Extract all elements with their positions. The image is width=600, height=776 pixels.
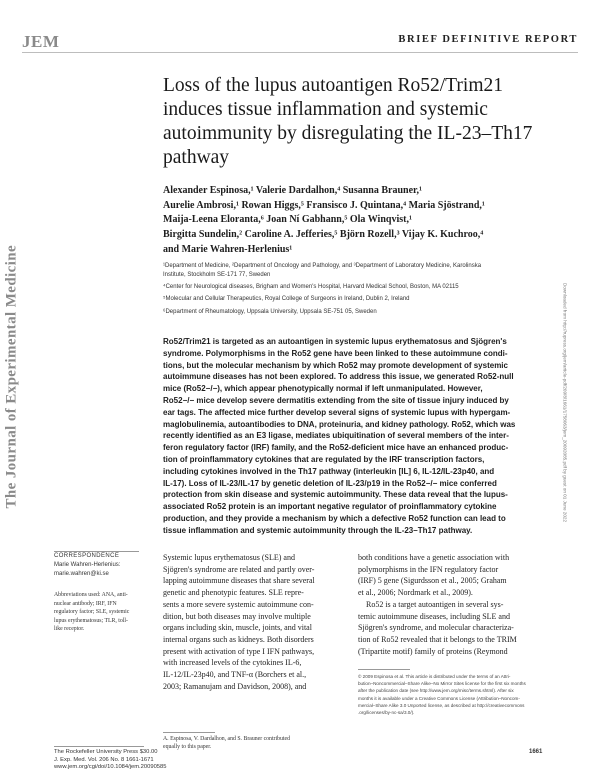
abbreviation-line: nuclear antibody; IRF, IFN [54,600,117,607]
correspondence-email[interactable]: marie.wahren@ki.se [54,571,109,577]
abbreviation-line: like receptor. [54,626,85,633]
affiliation: Institute, Stockholm SE-171 77, Sweden [163,271,271,278]
header-rule [22,52,578,53]
body-line: present with activation of type I IFN pathways, [163,646,315,656]
affiliations [163,262,543,316]
body-line: with increased levels of the cytokines IL-6, [163,658,302,668]
author-line: Maija-Leena Eloranta,⁶ Joan Ní Gabhann,⁵ Ola Winqvist,¹ [163,214,412,226]
author-line: and Marie Wahren-Herlenius¹ [163,243,293,255]
abstract-line: Ro52−/− mice develop severe dermatitis extending from the site of tissue injury induced by [163,395,509,405]
abstract [163,336,547,537]
body-line: temic autoimmune diseases, including SLE and [358,611,510,621]
journal-logo: JEM [22,32,60,51]
abbreviations [54,591,144,634]
abstract-line: tissue inflammation and systemic autoimmunity through the IL-23–Th17 pathway. [163,525,473,535]
body-line: tion of Ro52 revealed that it belongs to the TRIM [358,634,517,644]
body-column-right [358,552,533,657]
abstract-line: syndrome. Polymorphisms in the Ro52 gene have been linked to these autoimmune condi- [163,348,508,358]
abstract-line: tion of proinflammatory cytokines that are regulated by the IRF transcription factors, [163,454,485,464]
abstract-line: autoimmune diseases has not been explored. To address this issue, we generated Ro52-null [163,372,514,382]
equal-contribution-footnote [163,735,290,751]
license-line: after the publication date (see http://www.jem.org/misc/terms.shtml). After six [358,688,514,694]
article-title: Loss of the lupus autoantigen Ro52/Trim21 induces tissue inflammation and systemic autoimmunity by disregulating the IL-23–Th17 pathway [163,75,533,168]
footnote-line: A. Espinosa, V. Dardalhon, and S. Brauner contributed [163,736,290,742]
body-line: sents a more severe systemic autoimmune con- [163,599,314,609]
abstract-line: IL-17). Loss of IL-23/IL-17 by genetic deletion of IL-23/p19 in the Ro52−/− mice conferred [163,478,497,488]
journal-side-title: The Journal of Experimental Medicine [3,244,20,509]
abstract-line: Ro52/Trim21 is targeted as an autoantigen in systemic lupus erythematosus and Sjögren's [163,337,507,346]
body-line: IL-12/IL-23p40, and TNF-α (Borchers et al., [163,670,307,680]
correspondence-name: Marie Wahren-Herlenius: [54,562,121,568]
body-line: polymorphisms in the IFN regulatory factor [358,564,499,574]
license-line: bution–Noncommercial–Share Alike–No Mirror Sites license for the first six months [358,681,526,687]
body-line: Systemic lupus erythematosus (SLE) and [163,553,295,562]
page-number: 1661 [529,749,543,755]
publisher-line: The Rockefeller University Press $30.00 [54,749,158,755]
license-line: mercial–Share Alike 3.0 Unported license, as described at http://creativecommons [358,702,525,708]
body-line: organs including skin, muscle, joints, and vital [163,623,312,633]
download-note: Downloaded from http://rupress.org/jem/article-pdf/209/8/1661/1758063/jem_20092085.pdf by guest on 01 June 2022 [562,282,568,523]
publisher-info [54,749,166,772]
body-line: dition, but both diseases may involve multiple [163,611,311,621]
body-line: lapping autoimmune diseases that share several [163,576,315,586]
affiliation: ⁶Department of Rheumatology, Uppsala University, Uppsala SE-751 05, Sweden [163,308,377,315]
license-rule [358,669,410,670]
affiliation: ⁵Molecular and Cellular Therapeutics, Royal College of Surgeons in Ireland, Dublin 2, Ireland [163,296,410,303]
abstract-line: tions, but the molecular mechanism by which Ro52 may promote development of systemic [163,360,508,370]
abstract-line: ear tags. The affected mice further develop several signs of systemic lupus with hypergam- [163,407,511,417]
abstract-line: recently identified as an E3 ligase, mediates ubiquitination of several members of the inter- [163,431,509,441]
body-column-left [163,552,338,692]
footnote-line: equally to this paper. [163,744,212,750]
body-line: Sjögren's syndrome, and molecular characteriza- [358,623,514,633]
body-line: Sjögren's syndrome are related and partly over- [163,564,315,574]
abstract-line: mice (Ro52−/−), which appear phenotypically normal if left unmanipulated. However, [163,384,483,394]
body-line: internal organs such as kidneys. Both disorders [163,634,314,644]
abstract-line: production, and they provide a mechanism by which a defective Ro52 function can lead to [163,513,506,523]
article-type-label: BRIEF DEFINITIVE REPORT [398,34,578,45]
body-line: genetic and phenotypic features. SLE repre- [163,588,304,598]
doi-link[interactable]: www.jem.org/cgi/doi/10.1084/jem.20090585 [54,764,167,771]
abbreviation-line: lupus erythematosus; TLR, toll- [54,617,128,624]
body-line: (IRF) 5 gene (Sigurdsson et al., 2005; Graham [358,576,507,586]
body-line: both conditions have a genetic association with [358,553,510,562]
footnote-rule [163,732,215,733]
license-line: .org/licenses/by-nc-sa/3.0/). [358,710,415,716]
author-list [163,184,543,258]
author-line: Alexander Espinosa,¹ Valerie Dardalhon,⁴ Susanna Brauner,¹ [163,185,423,196]
abbreviation-line: regulatory factor; SLE, systemic [54,609,130,616]
affiliation: ¹Department of Medicine, ²Department of Oncology and Pathology, and ³Department of Laboratory Medicine, Karolinska [163,263,482,269]
license-notice [358,673,548,716]
affiliation: ⁴Center for Neurological diseases, Brigham and Women's Hospital, Harvard Medical School, Boston, MA 02115 [163,284,459,291]
abstract-line: maglobulinemia, autoantibodies to DNA, proteinuria, and kidney pathology. Ro52, which was [163,419,516,429]
correspondence-heading: CORRESPONDENCE [54,553,120,559]
citation-line: J. Exp. Med. Vol. 206 No. 8 1661-1671 [54,756,154,763]
author-line: Aurelie Ambrosi,¹ Rowan Higgs,⁵ Fransisco J. Quintana,⁴ Maria Sjöstrand,¹ [163,199,485,211]
body-line: Ro52 is a target autoantigen in several sys- [358,599,504,609]
abstract-line: associated Ro52 protein is an important negative regulator of proinflammatory cytokine [163,502,497,512]
license-line: months it is available under a Creative Commons License (Attribution–Noncom- [358,695,520,701]
abstract-line: including cytokines involved in the Th17 pathway (interleukin [IL] 6, IL-12/IL-23p40, and [163,466,495,476]
body-line: et al., 2006; Nordmark et al., 2009). [358,588,473,598]
publisher-rule [54,746,144,747]
abstract-line: protection from skin disease and systemic autoimmunity. These data reveal that the lupus- [163,490,508,500]
author-line: Birgitta Sundelin,² Caroline A. Jefferies,⁵ Björn Rozell,³ Vijay K. Kuchroo,⁴ [163,229,484,241]
abstract-line: feron regulatory factor (IRF) family, and the Ro52-deficient mice have an enhanced produc- [163,443,509,453]
correspondence-rule [54,551,139,552]
body-line: 2003; Ramanujam and Davidson, 2008), and [163,681,307,691]
license-line: © 2009 Espinosa et al. This article is distributed under the terms of an Attri- [358,674,511,679]
body-line: (Tripartite motif) family of proteins (Reymond [358,646,508,656]
abbreviation-line: Abbreviations used: ANA, anti- [54,592,128,598]
